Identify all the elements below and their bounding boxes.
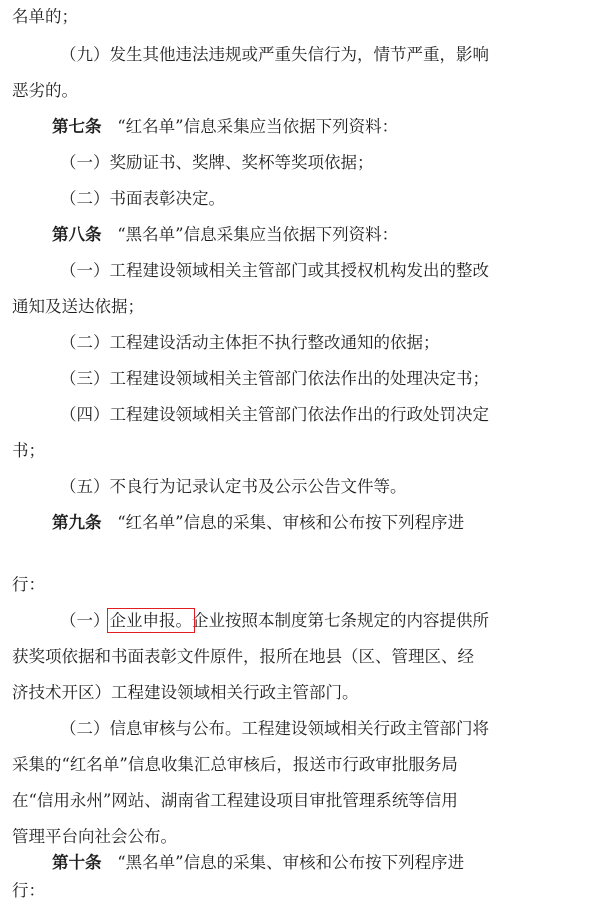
text-line: （二）信息审核与公布。工程建设领域相关行政主管部门将: [60, 719, 489, 738]
article-text: “红名单”信息采集应当依据下列资料：: [117, 117, 399, 136]
text-line: 管理平台向社会公布。: [12, 827, 177, 846]
article-7: [52, 116, 398, 138]
text-line: 济技术开区）工程建设领域相关行政主管部门。: [12, 683, 359, 702]
item-marker: （一）: [60, 611, 110, 630]
article-text: “黑名单”信息的采集、审核和公布按下列程序进: [117, 853, 465, 872]
text-line: （一）工程建设领域相关主管部门或其授权机构发出的整改: [60, 261, 489, 280]
text-line: 采集的“红名单”信息收集汇总审核后，报送市行政审批服务局: [12, 755, 458, 774]
item-text: 企业按照本制度第七条规定的内容提供所: [192, 611, 489, 630]
text-line: （一）奖励证书、奖牌、奖杯等奖项依据；: [60, 153, 374, 172]
text-line: 通知及送达依据；: [12, 297, 144, 316]
text-line: 行：: [12, 881, 45, 900]
article-number: 第七条: [52, 117, 102, 136]
article-number: 第八条: [52, 225, 102, 244]
text-line: 恶劣的。: [12, 81, 78, 100]
article-9: [52, 512, 464, 534]
text-line: （九）发生其他违法违规或严重失信行为，情节严重，影响: [60, 45, 489, 64]
text-line: （二）工程建设活动主体拒不执行整改通知的依据；: [60, 333, 440, 352]
text-line: 行：: [12, 575, 45, 594]
text-line: 在“信用永州”网站、湖南省工程建设项目审批管理系统等信用: [12, 791, 458, 810]
article-number: 第九条: [52, 513, 102, 532]
text-line: （二）书面表彰决定。: [60, 189, 225, 208]
text-line: 获奖项依据和书面表彰文件原件，报所在地县（区、管理区、经: [12, 647, 474, 666]
text-line: （五）不良行为记录认定书及公示公告文件等。: [60, 477, 407, 496]
article-10: [52, 852, 464, 874]
highlight-box-enterprise-declaration: 企业申报。: [109, 611, 192, 630]
text-line: 名单的；: [12, 7, 78, 26]
article-text: “黑名单”信息采集应当依据下列资料：: [117, 225, 399, 244]
text-line: 书；: [12, 441, 45, 460]
article-number: 第十条: [52, 853, 102, 872]
text-line: （四）工程建设领域相关主管部门依法作出的行政处罚决定: [60, 405, 489, 424]
text-line: （三）工程建设领域相关主管部门依法作出的处理决定书；: [60, 369, 489, 388]
text-line: [60, 610, 489, 632]
article-8: [52, 224, 398, 246]
article-text: “红名单”信息的采集、审核和公布按下列程序进: [117, 513, 465, 532]
